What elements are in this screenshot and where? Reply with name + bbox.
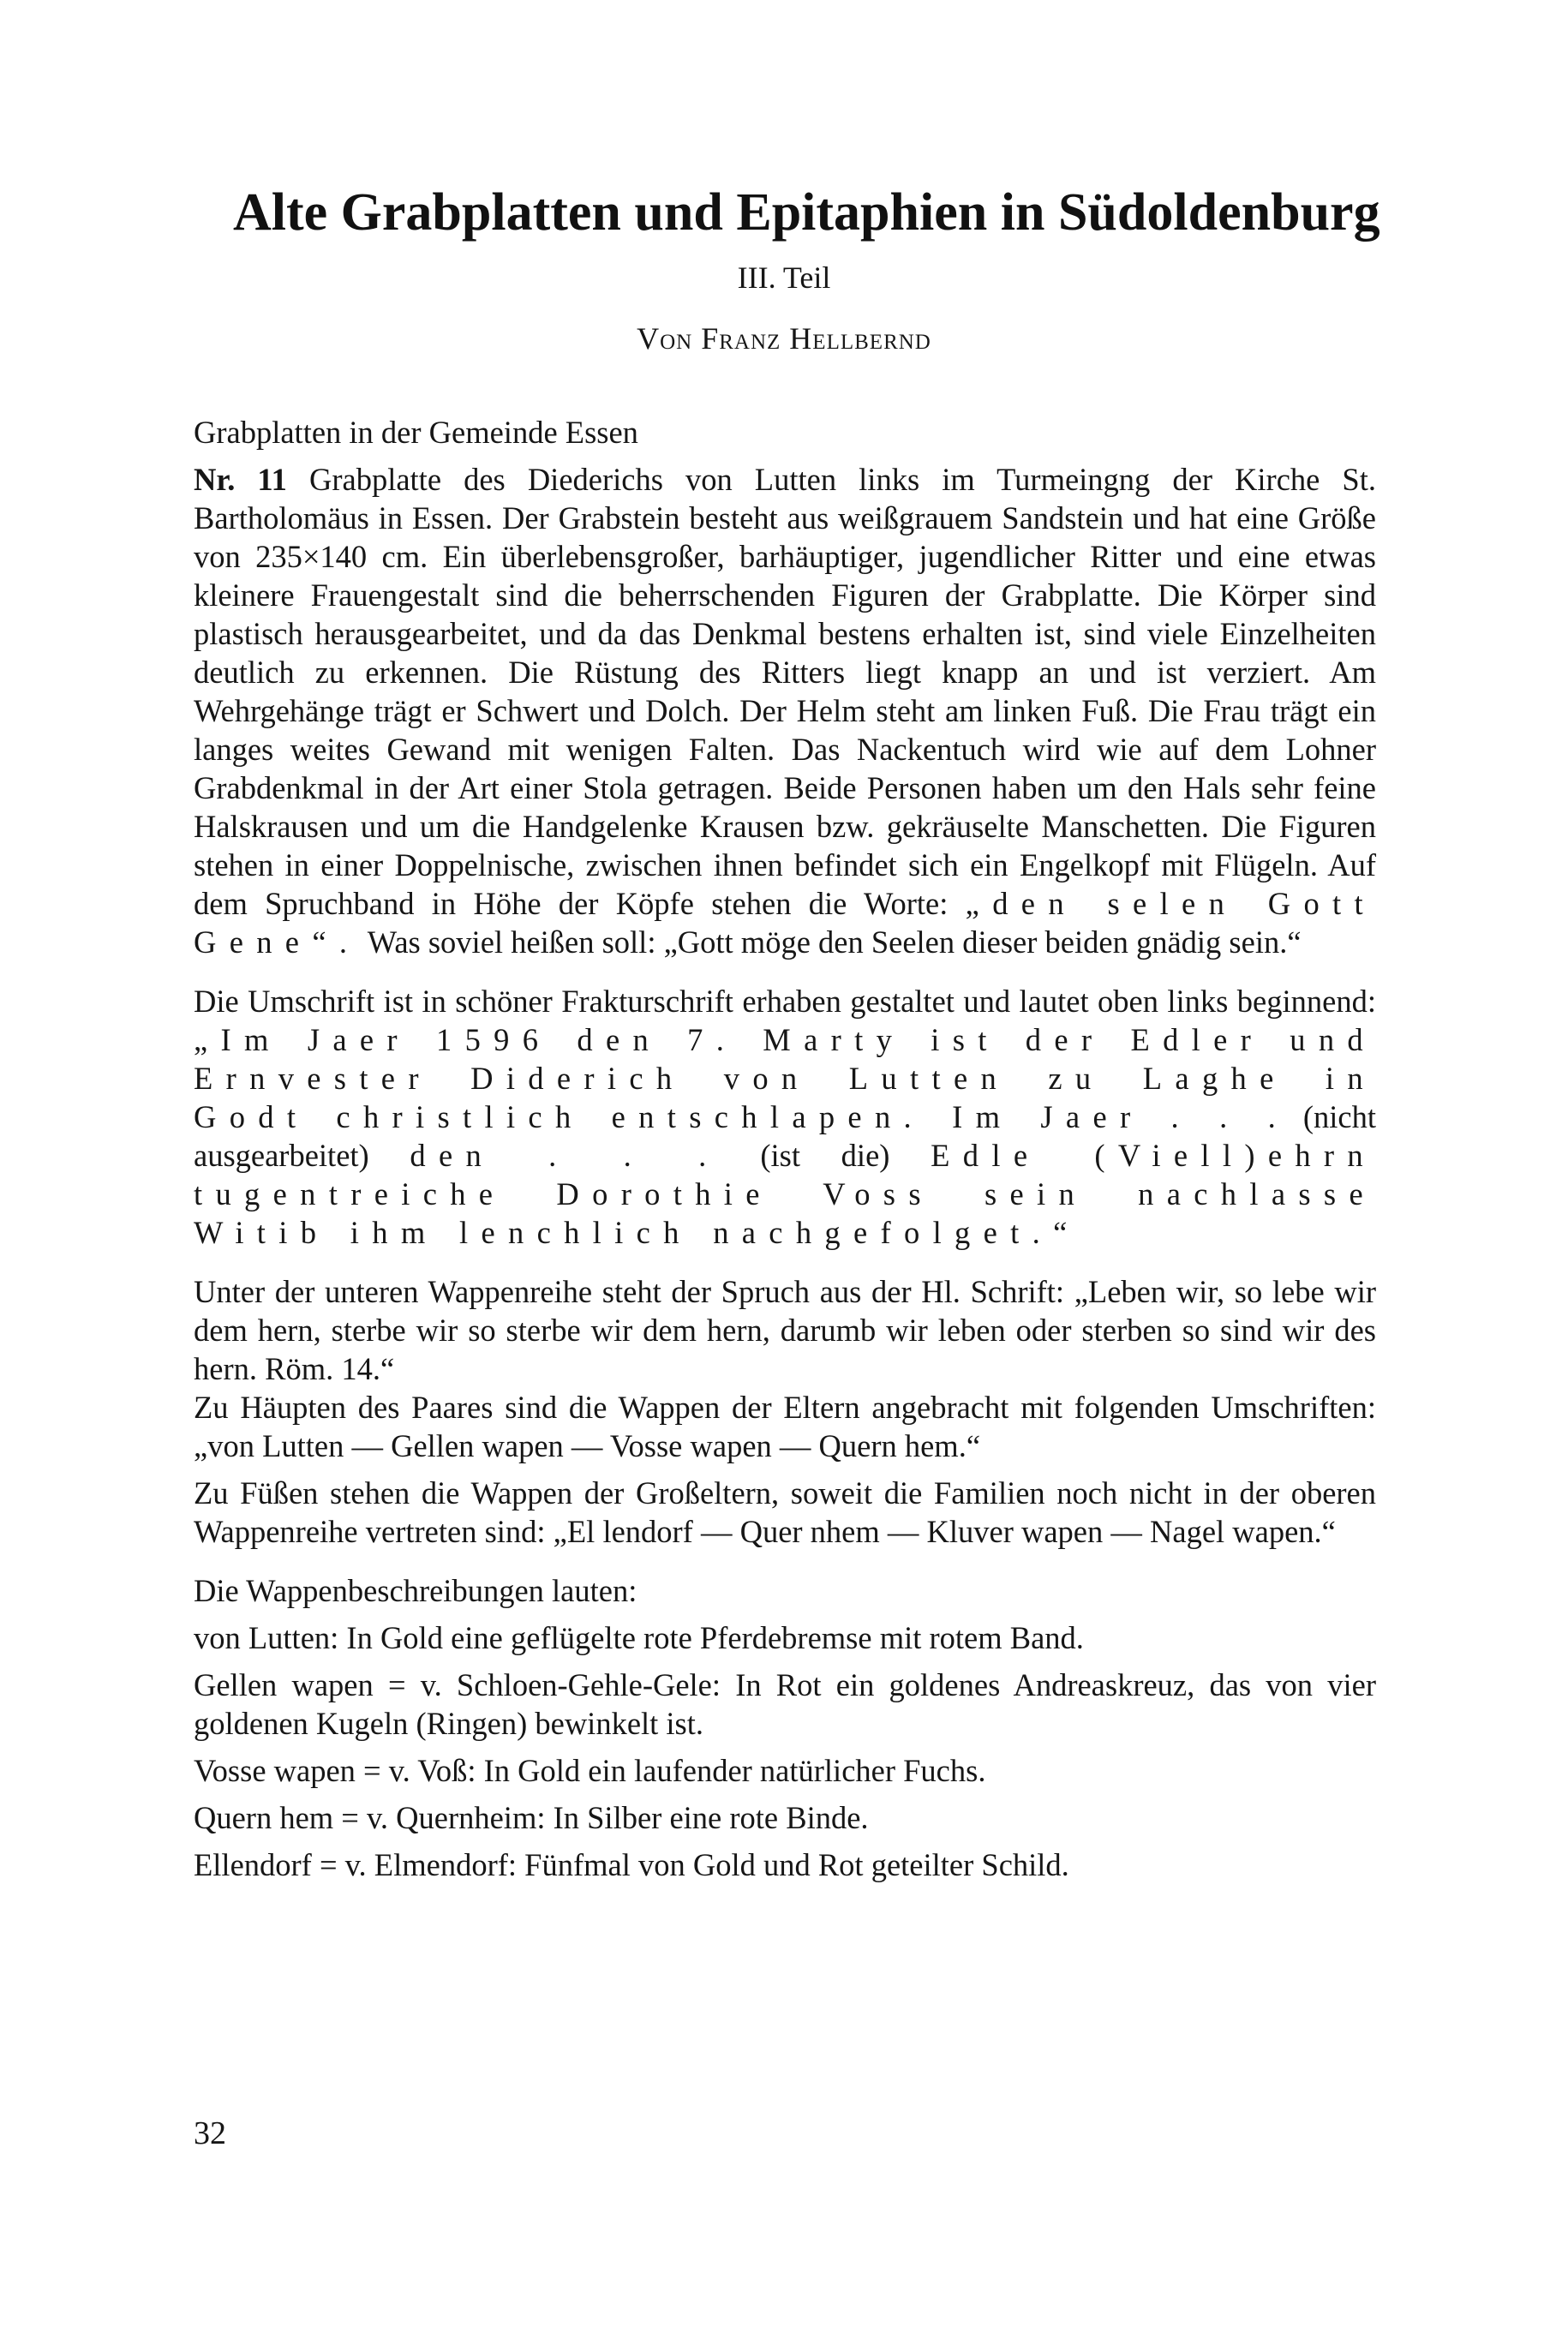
paragraph-wappen-vosse: Vosse wapen = v. Voß: In Gold ein laufender natürlicher Fuchs. (194, 1753, 986, 1788)
quoted-inscription-part-3: Edle (Viell)ehrn tugentreiche Dorothie Voss sein nachlasse Witib ihm lenchlich nachgefolget.“ (194, 1138, 1376, 1250)
paragraph-wappen-gellen: Gellen wapen = v. Schloen-Gehle-Gele: In Rot ein goldenes Andreaskreuz, das von vier goldenen Kugeln (Ringen) bewinkelt ist. (194, 1667, 1376, 1741)
paragraph-text-end: Was soviel heißen soll: „Gott möge den Seelen dieser beiden gnädig sein.“ (360, 924, 1302, 960)
editor-note-2: (ist die) (719, 1138, 931, 1173)
quoted-inscription-part-2: den . . . (410, 1138, 720, 1173)
paragraph-umschrift (194, 982, 1376, 1252)
paragraph-wappenbeschreibungen: Die Wappenbeschreibungen lauten: (194, 1573, 637, 1608)
article-subtitle: III. Teil (737, 260, 831, 295)
quoted-inscription: „den selen Gott Gene“. (194, 886, 1376, 960)
article-author: Von Franz Hellbernd (637, 321, 931, 356)
paragraph-text: Grabplatte des Diederichs von Lutten links im Turmeingng der Kirche St. Bartholomäus in Essen. Der Grabstein besteht aus weißgrauem Sandstein und hat eine Größe von 235×140 cm. Ein überlebensgroßer, barhäuptiger, jugendlicher Ritter und eine etwas kleinere Frauengestalt sind die beherrschenden Figuren der Grabplatte. Die Körper sind plastisch herausgearbeitet, und da das Denkmal bestens erhalten ist, sind viele Einzelheiten deutlich zu erkennen. Die Rüstung des Ritters liegt knapp an und ist verziert. Am Wehrgehänge trägt er Schwert und Dolch. Der Helm steht am linken Fuß. Die Frau trägt ein langes weites Gewand mit wenigen Falten. Das Nackentuch wird wie auf dem Lohner Grabdenkmal in der Art einer Stola getragen. Beide Personen haben um den Hals sehr feine Halskrausen und um die Handgelenke Krausen bzw. gekräuselte Manschetten. Die Figuren stehen in einer Doppelnische, zwischen ihnen befindet sich ein Engelkopf mit Flügeln. Auf dem Spruchband in Höhe der Köpfe stehen die Worte: (194, 462, 1376, 921)
paragraph-wappen-lutten: von Lutten: In Gold eine geflügelte rote Pferdebremse mit rotem Band. (194, 1620, 1084, 1655)
paragraph-grosseltern-wappen: Zu Füßen stehen die Wappen der Großeltern, soweit die Familien noch nicht in der oberen Wappenreihe vertreten sind: „El lendorf — Quer nhem — Kluver wapen — Nagel wapen.“ (194, 1475, 1376, 1549)
paragraph-spruch: Unter der unteren Wappenreihe steht der Spruch aus der Hl. Schrift: „Leben wir, so lebe wir dem hern, sterbe wir so sterbe wir dem hern, darumb wir leben oder sterben so sind wir des hern. Röm. 14.“ (194, 1274, 1376, 1386)
editor-note-1: (nicht ausgearbeitet) (194, 1099, 1377, 1173)
section-heading: Grabplatten in der Gemeinde Essen (194, 415, 638, 450)
paragraph-wappen-quernhem: Quern hem = v. Quernheim: In Silber eine rote Binde. (194, 1800, 869, 1835)
paragraph-wappen-ellendorf: Ellendorf = v. Elmendorf: Fünfmal von Gold und Rot geteilter Schild. (194, 1847, 1069, 1882)
quoted-inscription-part-1: „Im Jaer 1596 den 7. Marty ist der Edler und Ernvester Diderich von Lutten zu Laghe in Godt christlich entschlapen. Im Jaer . . . (194, 1022, 1376, 1134)
page-number: 32 (194, 2115, 226, 2151)
article-body (194, 413, 1376, 1884)
article-title: Alte Grabplatten und Epitaphien in Südoldenburg (233, 183, 1380, 242)
paragraph-text: Die Umschrift ist in schöner Frakturschrift erhaben gestaltet und lautet oben links beginnend: (194, 984, 1376, 1019)
paragraph-eltern-wappen: Zu Häupten des Paares sind die Wappen der Eltern angebracht mit folgenden Umschriften: „von Lutten — Gellen wapen — Vosse wapen — Quern hem.“ (194, 1390, 1376, 1463)
entry-number: Nr. 11 (194, 462, 287, 497)
paragraph-nr-11 (194, 460, 1376, 961)
